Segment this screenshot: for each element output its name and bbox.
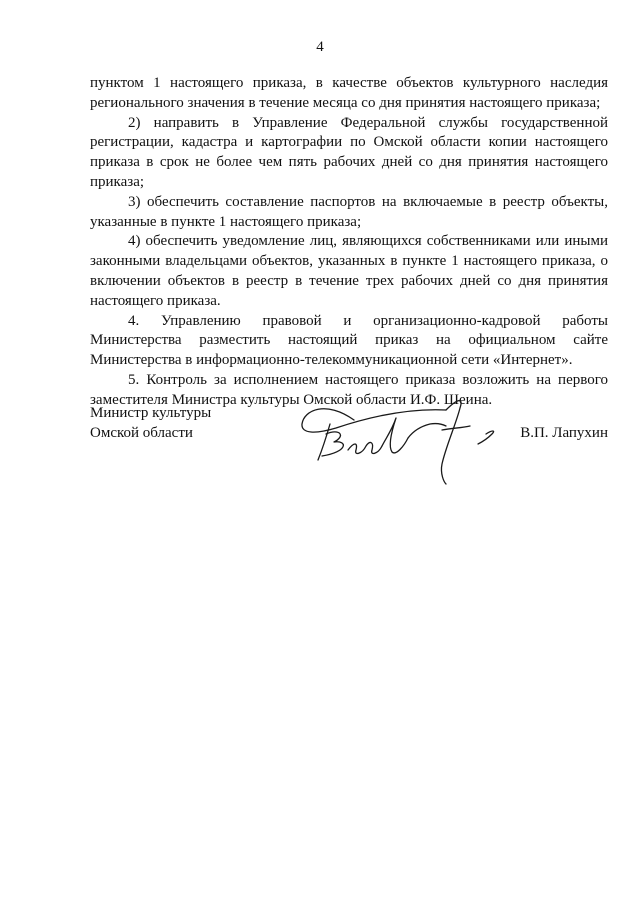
paragraph-section-5: 5. Контроль за исполнением настоящего приказа возложить на первого заместителя Министра культуры Омской области И.Ф. Шеина. bbox=[90, 371, 608, 408]
page-number: 4 bbox=[316, 39, 324, 55]
signer-title bbox=[90, 404, 211, 444]
signer-title-line-1: Министр культуры bbox=[90, 405, 212, 421]
signer-name: В.П. Лапухин bbox=[520, 424, 608, 441]
signature-block bbox=[90, 404, 608, 494]
handwritten-signature bbox=[296, 390, 506, 490]
paragraph-item-3: 3) обеспечить составление паспортов на включаемые в реестр объекты, указанные в пункте 1 настоящего приказа; bbox=[90, 193, 608, 230]
signer-title-line-2: Омской области bbox=[90, 424, 193, 441]
paragraph-section-4: 4. Управлению правовой и организационно-кадровой работы Министерства разместить настоящий приказ на официальном сайте Министерства в информационно-телекоммуникационной сети «Интернет». bbox=[90, 312, 608, 369]
paragraph-item-4: 4) обеспечить уведомление лиц, являющихся собственниками или иными законными владельцами объектов, указанных в пункте 1 настоящего приказа, о включении объектов в реестр в течение трех рабочих дней со дня принятия настоящего приказа. bbox=[90, 233, 608, 309]
document-body bbox=[90, 74, 608, 411]
paragraph-item-2: 2) направить в Управление Федеральной службы государственной регистрации, кадастра и картографии по Омской области копии настоящего приказа в срок не более чем пять рабочих дней со дня принятия настоящего приказа; bbox=[90, 114, 608, 190]
paragraph-continuation: пунктом 1 настоящего приказа, в качестве объектов культурного наследия регионального значения в течение месяца со дня принятия настоящего приказа; bbox=[90, 75, 608, 111]
